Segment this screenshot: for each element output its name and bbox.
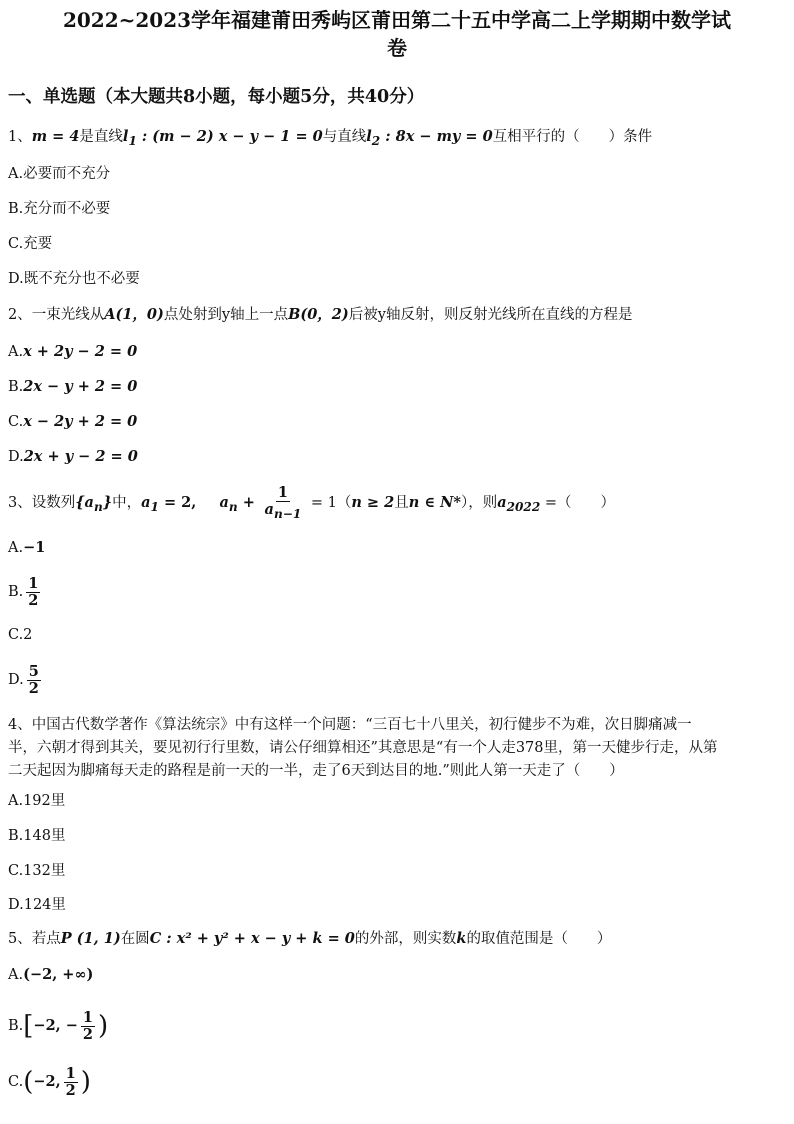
page-title [0, 6, 794, 62]
q1-option-d: D.既不充分也不必要 [8, 271, 140, 287]
question-5: 5、若点P (1, 1)在圆C : x² + y² + x − y + k = 0的外部，则实数k的取值范围是（ ） [8, 930, 612, 947]
q2-option-b: B.2x − y + 2 = 0 [8, 378, 138, 395]
q2-option-c: C.x − 2y + 2 = 0 [8, 413, 138, 430]
q4-option-d: D.124里 [8, 897, 66, 913]
section-heading: 一、单选题（本大题共8小题，每小题5分，共40分） [8, 87, 425, 107]
title-line-2: 卷 [387, 36, 407, 60]
q5-option-b: B.[−2, − $\frac{1}{2}$ ) [8, 1008, 109, 1043]
q4-option-a: A.192里 [8, 793, 66, 809]
q3-option-d-fraction: $\frac{5}{2}$ [28, 662, 39, 697]
q5-option-c: C.(−2, $\frac{1}{2}$ ) [8, 1064, 91, 1099]
q2-option-a: A.x + 2y − 2 = 0 [8, 343, 138, 360]
q3-option-b-fraction: $\frac{1}{2}$ [28, 574, 39, 609]
question-3: 3、设数列$\{a_n\}$中，$a_1 = 2$, $a_n$ + $\frac{1}{a_{n-1}}$ = 1（n ≥ 2且n ∈ N*），则$a_{2022}$ =（ ） [8, 483, 615, 521]
q3-option-d: D. $\frac{5}{2}$ [8, 662, 39, 697]
q1-option-a: A.必要而不充分 [8, 166, 111, 182]
title-line-1: 2022~2023学年福建莆田秀屿区莆田第二十五中学高二上学期期中数学试 [62, 8, 732, 32]
question-2: 2、一束光线从A(1，0)点处射到y轴上一点B(0，2)后被y轴反射，则反射光线所在直线的方程是 [8, 306, 633, 323]
q3-fraction: $\frac{1}{a_{n-1}}$ [264, 483, 302, 521]
q5-option-c-fraction: $\frac{1}{2}$ [65, 1064, 76, 1099]
q1-option-c: C.充要 [8, 236, 53, 252]
q3-option-b: B. $\frac{1}{2}$ [8, 574, 39, 609]
question-4: 4、中国古代数学著作《算法统宗》中有这样一个问题：“三百七十八里关，初行健步不为难，次日脚痛减一 半，六朝才得到其关，要见初行行里数，请公仔细算相还”其意思是“有一个人走378里，第一天健步行走，从第 二天起因为脚痛每天走的路程是前一天的一半，走了6天到达目的地.”则此人第一天走了（ ） [8, 717, 718, 779]
q3-option-a: A.−1 [8, 539, 46, 556]
q4-option-c: C.132里 [8, 863, 66, 879]
question-1: 1、m = 4是直线$l_1$ : (m − 2) x − y − 1 = 0与直线$l_2$ : 8x − my = 0互相平行的（ ）条件 [8, 128, 653, 148]
q5-option-b-fraction: $\frac{1}{2}$ [82, 1008, 93, 1043]
q3-option-c: C.2 [8, 627, 33, 643]
q1-option-b: B.充分而不必要 [8, 201, 111, 217]
q4-option-b: B.148里 [8, 828, 66, 844]
q5-option-a: A.(−2, +∞) [8, 966, 94, 983]
q2-option-d: D.2x + y − 2 = 0 [8, 448, 138, 465]
